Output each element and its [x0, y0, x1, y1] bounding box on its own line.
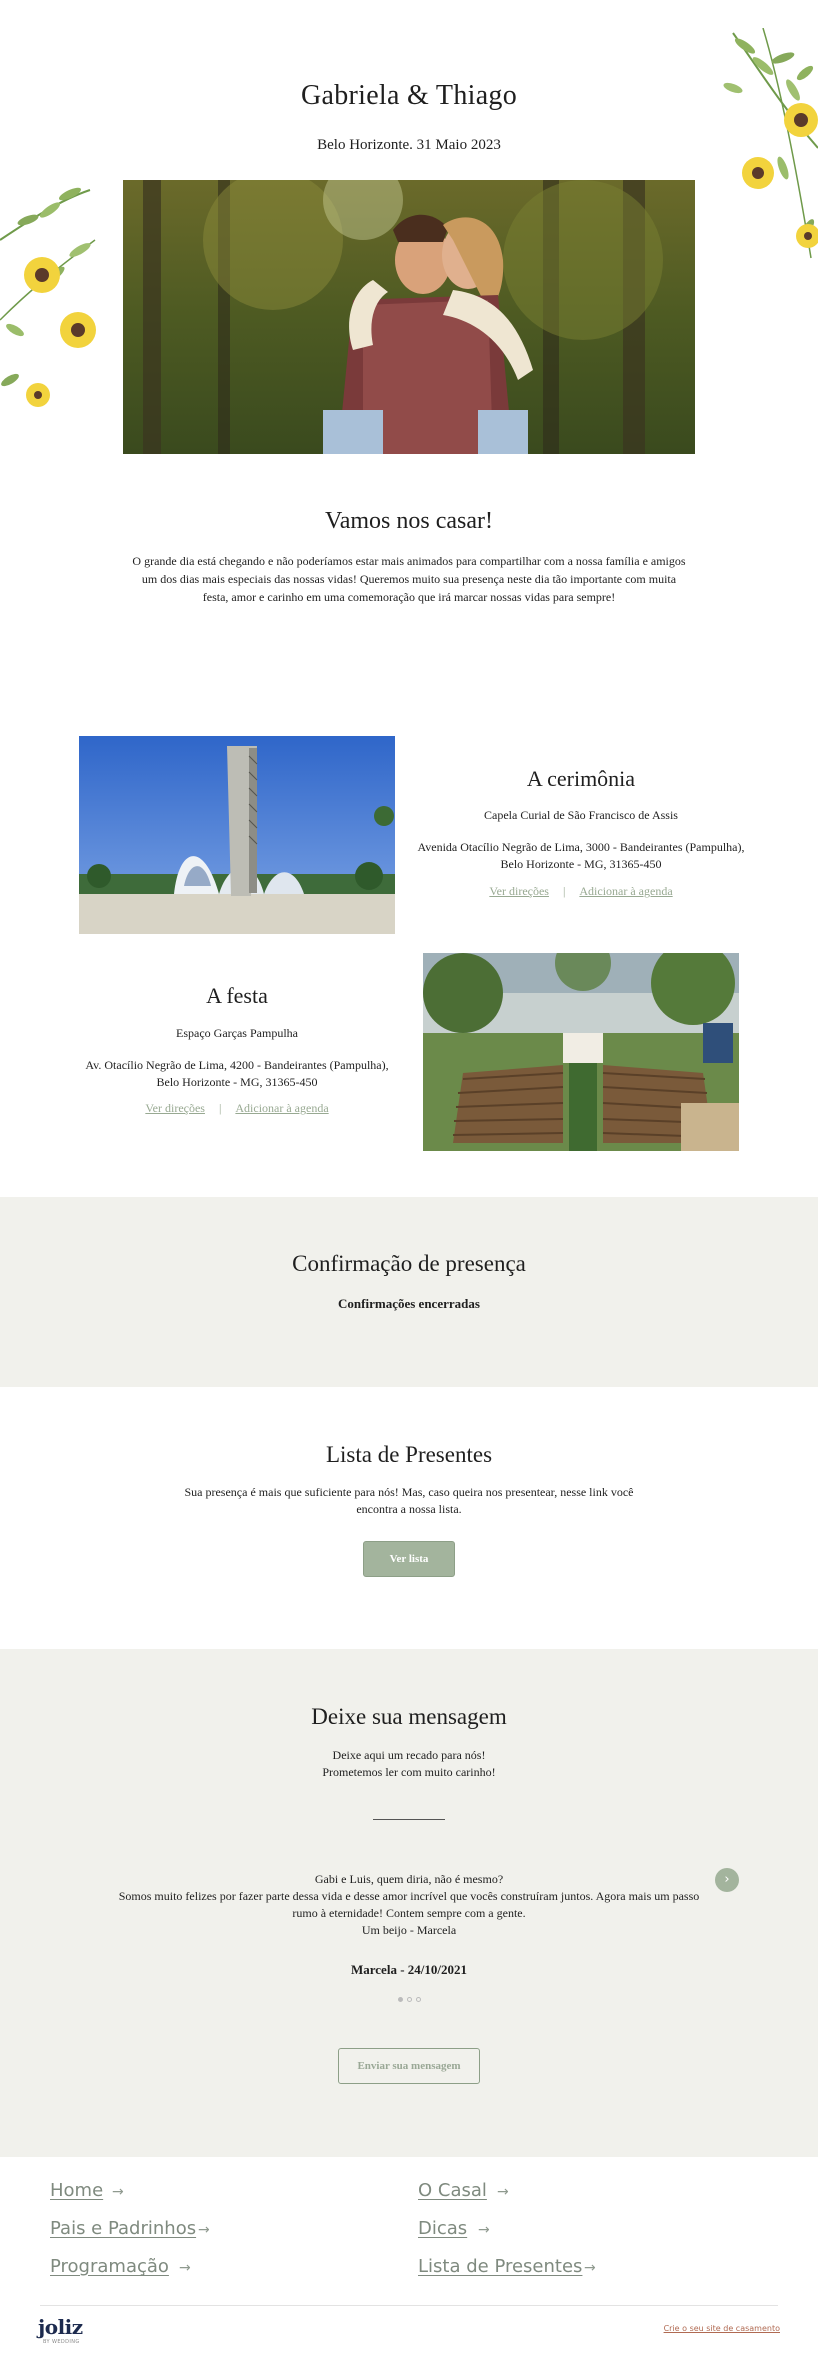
intro-text: O grande dia está chegando e não poderíamos estar mais animados para compartilhar com a nossa família e amigos um dos dias mais especiais das nossas vidas! Queremos muito sua presença neste dia tão importante com muita festa, amor e carinho em uma comemoração que irá marcar nossas vidas para sempre!: [132, 554, 686, 604]
view-gift-list-button[interactable]: Ver lista: [363, 1541, 455, 1577]
footer-nav-home[interactable]: Home: [50, 2180, 104, 2201]
gift-list-text: [0, 1484, 818, 1518]
carousel-dot-1[interactable]: [398, 1997, 403, 2002]
rsvp-status: Confirmações encerradas: [338, 1296, 480, 1311]
ceremony-directions-link[interactable]: Ver direções: [489, 884, 549, 898]
footer-nav-pais-padrinhos[interactable]: Pais e Padrinhos: [50, 2218, 197, 2239]
gift-list-text-line2: encontra a nossa lista.: [356, 1502, 462, 1516]
carousel-dots: [398, 1997, 421, 2002]
rsvp-title: Confirmação de presença: [292, 1251, 526, 1276]
create-site-link[interactable]: Crie o seu site de casamento: [663, 2324, 780, 2333]
link-separator: |: [562, 884, 566, 898]
arrow-right-icon: →: [497, 2184, 509, 2200]
footer-divider: [40, 2305, 778, 2306]
party-add-calendar-link[interactable]: Adicionar à agenda: [235, 1101, 329, 1115]
joliz-logo-subtitle: BY WEDDING: [43, 2339, 80, 2345]
party-venue: Espaço Garças Pampulha: [176, 1026, 298, 1040]
party-address: [69, 1057, 405, 1091]
ceremony-venue: Capela Curial de São Francisco de Assis: [484, 808, 678, 822]
couple-names-title: Gabriela & Thiago: [300, 80, 518, 111]
guest-message-line3: Um beijo - Marcela: [361, 1923, 457, 1937]
couple-photo: [123, 180, 695, 454]
footer-nav-programacao[interactable]: Programação: [50, 2256, 169, 2277]
party-title: A festa: [206, 983, 268, 1008]
arrow-right-icon: →: [584, 2260, 596, 2276]
arrow-right-icon: →: [478, 2222, 490, 2238]
rsvp-section: [0, 1197, 818, 1387]
carousel-dot-3[interactable]: [416, 1997, 421, 2002]
carousel-dot-2[interactable]: [407, 1997, 412, 2002]
guest-message-line2: Somos muito felizes por fazer parte dessa vida e desse amor incrível que vocês construíram juntos. Agora mais um passo rumo à eternidade! Contem sempre com a gente.: [118, 1889, 700, 1920]
floral-decoration-left: [0, 180, 100, 425]
arrow-right-icon: →: [179, 2260, 191, 2276]
ceremony-address-line2: Belo Horizonte - MG, 31365-450: [500, 857, 662, 871]
party-photo: [423, 953, 739, 1151]
party-directions-link[interactable]: Ver direções: [145, 1101, 205, 1115]
messages-intro-line1: Deixe aqui um recado para nós!: [332, 1748, 486, 1762]
footer-nav-lista-presentes[interactable]: Lista de Presentes: [418, 2256, 583, 2277]
ceremony-address-line1: Avenida Otacílio Negrão de Lima, 3000 - Bandeirantes (Pampulha),: [417, 840, 745, 854]
link-separator: |: [218, 1101, 222, 1115]
gift-list-text-line1: Sua presença é mais que suficiente para nós! Mas, caso queira nos presentear, nesse link você: [184, 1485, 634, 1499]
arrow-right-icon: →: [112, 2184, 124, 2200]
ceremony-address: [413, 839, 749, 873]
send-message-button[interactable]: Enviar sua mensagem: [338, 2048, 480, 2084]
party-links: [79, 1101, 395, 1116]
ceremony-title: A cerimônia: [526, 766, 636, 791]
wedding-date-location: Belo Horizonte. 31 Maio 2023: [317, 137, 501, 153]
next-message-arrow-icon[interactable]: ›: [715, 1868, 739, 1892]
gift-list-title: Lista de Presentes: [325, 1442, 493, 1467]
section-divider: [373, 1819, 445, 1820]
messages-title: Deixe sua mensagem: [311, 1704, 507, 1729]
messages-intro: [0, 1747, 818, 1781]
footer-nav-o-casal[interactable]: O Casal: [418, 2180, 487, 2201]
footer-nav-dicas[interactable]: Dicas: [418, 2218, 468, 2239]
joliz-logo[interactable]: joliz: [38, 2315, 83, 2339]
party-address-line2: Belo Horizonte - MG, 31365-450: [156, 1075, 318, 1089]
ceremony-links: [423, 884, 739, 899]
guest-message-author: Marcela - 24/10/2021: [350, 1962, 467, 1977]
guest-message-line1: Gabi e Luis, quem diria, não é mesmo?: [314, 1872, 504, 1886]
intro-title: Vamos nos casar!: [325, 508, 493, 534]
messages-intro-line2: Prometemos ler com muito carinho!: [322, 1765, 496, 1779]
guest-message-text: [110, 1871, 708, 1939]
party-address-line1: Av. Otacílio Negrão de Lima, 4200 - Bandeirantes (Pampulha),: [85, 1058, 389, 1072]
arrow-right-icon: →: [198, 2222, 210, 2238]
ceremony-photo: [79, 736, 395, 934]
ceremony-add-calendar-link[interactable]: Adicionar à agenda: [579, 884, 673, 898]
